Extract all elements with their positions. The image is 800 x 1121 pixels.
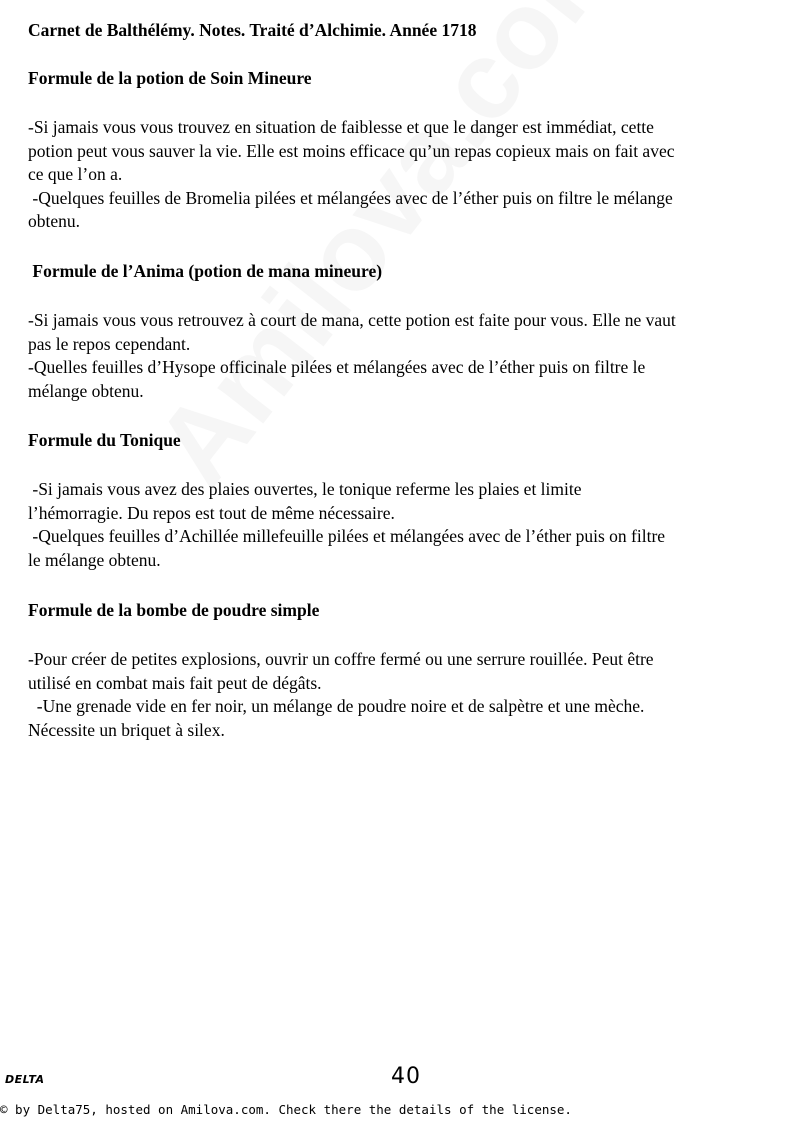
text-line: pas le repos cependant. bbox=[28, 333, 191, 354]
text-line: ce que l’on a. bbox=[28, 164, 123, 184]
text-line: -Une grenade vide en fer noir, un mélange de poudre noire et de salpètre et une mèche. bbox=[28, 696, 645, 716]
text-line: l’hémorragie. Du repos est tout de même nécessaire. bbox=[28, 502, 395, 523]
text-line: le mélange obtenu. bbox=[28, 549, 161, 570]
license-notice: © by Delta75, hosted on Amilova.com. Check there the details of the license. bbox=[0, 1102, 572, 1117]
text-line: -Si jamais vous avez des plaies ouvertes, le tonique referme les plaies et limite bbox=[28, 479, 582, 499]
text-line: -Quelques feuilles d’Achillée millefeuille pilées et mélangées avec de l’éther puis on filtre bbox=[28, 526, 666, 546]
text-line: -Quelles feuilles d’Hysope officinale pilées et mélangées avec de l’éther puis on filtre le bbox=[28, 357, 646, 377]
text-line: Nécessite un briquet à silex. bbox=[28, 719, 225, 740]
section-body-soin bbox=[28, 116, 780, 234]
section-body-anima bbox=[28, 309, 780, 403]
text-line: utilisé en combat mais fait peut de dégâts. bbox=[28, 672, 322, 693]
section-body-bombe bbox=[28, 648, 780, 742]
text-line: potion peut vous sauver la vie. Elle est moins efficace qu’un repas copieux mais on fait avec bbox=[28, 140, 675, 161]
text-line: -Si jamais vous vous retrouvez à court de mana, cette potion est faite pour vous. Elle ne vaut bbox=[28, 310, 676, 330]
text-line: mélange obtenu. bbox=[28, 380, 144, 401]
section-heading-bombe: Formule de la bombe de poudre simple bbox=[28, 600, 320, 620]
section-heading-tonique: Formule du Tonique bbox=[28, 430, 181, 450]
text-line: -Quelques feuilles de Bromelia pilées et mélangées avec de l’éther puis on filtre le mélange bbox=[28, 187, 673, 208]
page-number: 40 bbox=[391, 1064, 421, 1089]
text-line: obtenu. bbox=[28, 211, 81, 231]
author-signature: DELTA bbox=[5, 1073, 45, 1086]
section-body-tonique bbox=[28, 478, 780, 572]
section-heading-anima: Formule de l’Anima (potion de mana mineure) bbox=[28, 261, 383, 281]
page-title: Carnet de Balthélémy. Notes. Traité d’Alchimie. Année 1718 bbox=[28, 20, 477, 40]
text-line: -Pour créer de petites explosions, ouvrir un coffre fermé ou une serrure rouillée. Peut être bbox=[28, 649, 654, 669]
text-line: -Si jamais vous vous trouvez en situation de faiblesse et que le danger est immédiat, cette bbox=[28, 117, 654, 137]
section-heading-soin: Formule de la potion de Soin Mineure bbox=[28, 68, 312, 88]
